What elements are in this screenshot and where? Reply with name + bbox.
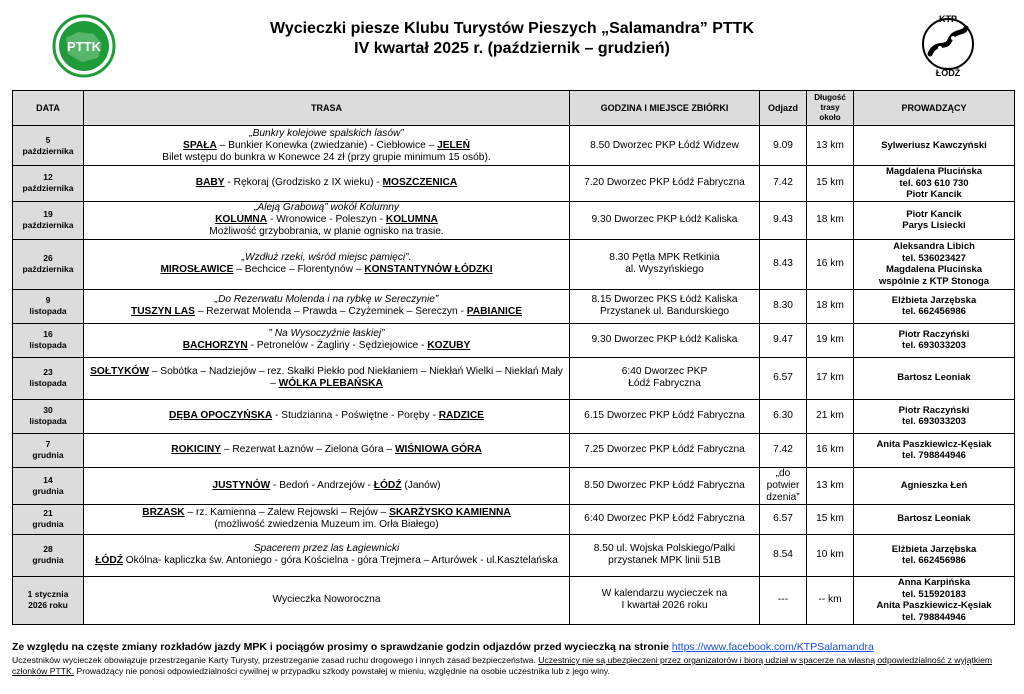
trip-route [84,504,570,534]
table-row [13,576,1015,624]
trip-date [13,289,84,323]
col-length: Długość trasy około [807,91,854,126]
trip-leaders [854,399,1015,433]
ktp-logo-bottom-text: ŁÓDŹ [935,68,961,78]
trip-meeting [570,399,760,433]
lead1: Anna Karpińska [897,577,971,588]
trip-date [13,467,84,504]
trip-departure: „do potwier dzenia” [760,467,807,504]
meet1: 6:40 Dworzec PKP Łódź Fabryczna [584,513,745,524]
trip-leaders [854,201,1015,239]
trip-date [13,399,84,433]
lead1: Anita Paszkiewicz-Kęsiak [876,438,992,450]
meet1: 6.15 Dworzec PKP Łódź Fabryczna [584,410,745,421]
trip-route [84,467,570,504]
trip-route [84,201,570,239]
lead1: Aleksandra Libich [893,241,975,252]
table-row [13,126,1015,166]
trip-leaders [854,357,1015,399]
trip-departure: 9.43 [760,201,807,239]
route-middle: Wycieczka Noworoczna [272,594,381,605]
meet1: 8.50 Dworzec PKP Łódź Widzew [590,139,739,151]
lead2: tel. 693033203 [902,340,966,351]
trip-departure: 6.57 [760,504,807,534]
route-end: SKARŻYSKO KAMIENNA [389,507,511,518]
route-start: BRZASK [142,507,185,518]
date-day: 28 [43,544,53,554]
lead2: tel. 536023427 [902,252,966,264]
meet2: I kwartał 2026 roku [621,600,708,611]
trip-length: 10 km [807,534,854,576]
meet1: 7.20 Dworzec PKP Łódź Fabryczna [584,177,745,189]
lead1: Piotr Raczyński [898,328,970,340]
trip-date [13,201,84,239]
lead4: wspólnie z KTP Stonoga [878,275,990,287]
date-month: listopada [29,416,67,426]
lead3: Magdalena Plucińska [885,264,983,275]
route-end: WIŚNIOWA GÓRA [394,444,482,455]
meet1: W kalendarzu wycieczek na [601,588,728,599]
trip-departure: 7.42 [760,433,807,467]
trip-leaders [854,126,1015,166]
col-date: DATA [13,91,84,126]
route-middle: – rz. Kamienna – Zalew Rejowski – Rejów – [184,507,390,518]
trip-leaders [854,323,1015,357]
route-end: KOLUMNA [385,214,438,225]
route-line [86,340,567,352]
trip-meeting [570,504,760,534]
route-start: BABY [195,177,225,189]
route-middle: - Bedoń - Andrzejów - [270,479,374,491]
trip-route [84,534,570,576]
lead1: Agnieszka Łeń [900,479,968,491]
route-line [86,366,567,390]
route-end: KOZUBY [427,340,471,351]
table-row [13,467,1015,504]
lead1: Elżbieta Jarzębska [891,294,977,306]
trip-departure: 7.42 [760,166,807,202]
trip-leaders [854,289,1015,323]
trip-leaders [854,534,1015,576]
lead2: tel. 798844946 [902,450,966,461]
lead3: Piotr Kancik [906,189,962,200]
lead2: tel. 603 610 730 [899,177,969,189]
date-day: 7 [45,439,51,449]
trip-date [13,166,84,202]
trip-departure: 6.57 [760,357,807,399]
trip-date [13,323,84,357]
route-tail: (Janów) [401,479,441,491]
table-row [13,323,1015,357]
col-meeting: GODZINA I MIEJSCE ZBIÓRKI [570,91,760,126]
trip-meeting [570,323,760,357]
trip-meeting [570,289,760,323]
route-note: (możliwość zwiedzenia Muzeum im. Orła Białego) [214,519,439,530]
page-title: Wycieczki piesze Klubu Turystów Pieszych „Salamandra” PTTK [270,20,754,37]
date-month: października [22,145,74,156]
route-line [86,140,567,152]
lead4: tel. 798844946 [902,611,966,623]
route-start: JUSTYNÓW [212,479,271,491]
route-subtitle: „Do Rezerwatu Molenda i na rybkę w Sereczynie” [214,294,439,305]
trip-route [84,239,570,289]
meet2: Przystanek ul. Bandurskiego [599,306,730,317]
table-row [13,166,1015,202]
route-start: ROKICINY [171,444,222,455]
route-middle: – Sobótka – Nadziejów – rez. Skałki Piekło pod Niekłaniem – Niekłań Wielki – Niekłań Mały – [148,366,563,389]
trip-length: 17 km [807,357,854,399]
lead1: Sylweriusz Kawczyński [881,139,987,151]
lead1: Bartosz Leoniak [897,372,971,384]
date-day: 14 [43,474,53,485]
route-middle: – Rezerwat Molenda – Prawda – Czyżeminek – Sereczyn - [194,306,467,317]
trip-date [13,239,84,289]
trip-leaders [854,467,1015,504]
facebook-link[interactable]: https://www.facebook.com/KTPSalamandra [671,641,874,653]
trips-table [12,90,1015,625]
route-middle: - Studzianna - Poświętne - Poręby - [272,410,439,421]
trip-departure: 8.43 [760,239,807,289]
trip-date [13,433,84,467]
trip-meeting [570,126,760,166]
trip-departure: 8.30 [760,289,807,323]
route-middle: – Bunkier Konewka (zwiedzanie) - Ciebłowice – [216,139,438,151]
trip-meeting [570,433,760,467]
table-row [13,534,1015,576]
trip-meeting [570,467,760,504]
trip-date [13,504,84,534]
trip-length: 16 km [807,239,854,289]
date-month: listopada [29,306,67,316]
trip-meeting [570,576,760,624]
date-day: 19 [43,209,53,219]
date-day: 26 [43,253,53,263]
trip-date [13,534,84,576]
table-row [13,433,1015,467]
date-month: grudnia [32,485,64,496]
date-month: grudnia [32,555,64,565]
trip-meeting [570,534,760,576]
route-end: RADZICE [438,410,484,421]
route-end: PABIANICE [466,306,523,317]
route-end: MOSZCZENICA [382,177,458,189]
meet2: przystanek MPK linii 51B [608,555,721,566]
page-subtitle: IV kwartał 2025 r. (październik – grudzień) [354,40,670,57]
col-route: TRASA [84,91,570,126]
trip-departure: 9.09 [760,126,807,166]
route-subtitle: „Wzdłuż rzeki, wśród miejsc pamięci”. [241,252,412,263]
lead1: Bartosz Leoniak [897,513,971,525]
route-start: ŁÓDŹ [95,555,123,566]
meet1: 7.25 Dworzec PKP Łódź Fabryczna [584,444,745,455]
col-departure: Odjazd [760,91,807,126]
pttk-logo-text: PTTK [67,39,101,54]
schedule-notice [12,641,874,653]
route-line [86,480,567,492]
route-end: ŁÓDŹ [373,479,402,491]
trip-route [84,399,570,433]
lead2: tel. 662456986 [902,306,966,317]
meet1: 8.15 Dworzec PKS Łódź Kaliska [591,294,738,305]
route-note: Możliwość grzybobrania, w planie ognisko na trasie. [209,226,444,237]
lead2: Parys Lisiecki [902,220,966,231]
trip-route [84,357,570,399]
route-start: SPAŁA [183,139,217,151]
trip-length: 15 km [807,504,854,534]
trip-length: 16 km [807,433,854,467]
date-month: października [22,220,74,230]
rules-text-c: Prowadzący nie ponosi odpowiedzialności cywilnej w przypadku szkody powstałej w mieniu, względnie na osobie uczestnika lub z jego winy. [74,666,610,676]
trip-departure: 8.54 [760,534,807,576]
trip-length: -- km [807,576,854,624]
lead3: Anita Paszkiewicz-Kęsiak [876,600,992,611]
route-subtitle: Spacerem przez las Łagiewnicki [253,543,400,554]
date-day: 9 [45,295,51,305]
trip-meeting [570,201,760,239]
trip-length: 15 km [807,166,854,202]
rules-note [12,655,1017,677]
rules-text-a: Uczestników wycieczek obowiązuje przestrzeganie Karty Turysty, przestrzeganie zasad ruchu drogowego i innych zasad bezpieczeństwa. [12,655,539,665]
meet1: 8.50 ul. Wojska Polskiego/Palki [593,543,736,554]
route-start: SOŁTYKÓW [90,366,149,377]
trip-meeting [570,357,760,399]
trip-route [84,289,570,323]
route-middle: – Bechcice – Florentynów – [233,264,365,275]
trip-meeting [570,166,760,202]
rules-text-b: Uczestnicy nie są ubezpieczeni przez organizatorów i biorą udział w spacerze na własną odpowiedzialność z wyjątkiem członków PTTK. [12,655,993,676]
route-middle: - Wronowice - Poleszyn - [267,214,386,225]
date-day: 5 [45,134,51,145]
trip-date [13,576,84,624]
meet1: 9.30 Dworzec PKP Łódź Kaliska [591,334,738,345]
route-end: JELEŃ [437,139,470,151]
ktp-logo-top-text: KTP [939,14,957,24]
trip-leaders [854,239,1015,289]
route-middle: – Rezerwat Łaznów – Zielona Góra – [221,444,395,455]
route-end: WÓLKA PLEBAŃSKA [278,378,383,389]
route-start: TUSZYN LAS [130,306,195,317]
date-month: 2026 roku [28,600,68,610]
date-month: października [22,183,74,194]
route-end: KONSTANTYNÓW ŁÓDZKI [364,264,493,275]
date-day: 16 [43,329,53,339]
route-line [86,594,567,606]
lead2: tel. 515920183 [902,588,966,600]
route-line [86,410,567,422]
trip-leaders [854,576,1015,624]
table-row [13,504,1015,534]
trip-route [84,433,570,467]
route-line [86,177,567,189]
trip-length: 13 km [807,467,854,504]
meet2: al. Wyszyńskiego [625,264,704,275]
lead1: Piotr Raczyński [898,404,970,416]
meet1: 9.30 Dworzec PKP Łódź Kaliska [591,214,738,225]
trip-length: 18 km [807,289,854,323]
date-month: grudnia [32,519,64,529]
date-day: 1 stycznia [27,589,69,599]
route-note: Bilet wstępu do bunkra w Konewce 24 zł (przy grupie minimum 15 osób). [162,151,491,163]
date-day: 12 [43,172,53,183]
lead2: tel. 693033203 [902,416,966,427]
trip-length: 21 km [807,399,854,433]
route-subtitle: „Aleją Grabową” wokół Kolumny [254,202,399,213]
trip-date [13,357,84,399]
route-start: KOLUMNA [215,214,268,225]
trip-length: 19 km [807,323,854,357]
route-start: DĘBA OPOCZYŃSKA [169,410,273,421]
route-subtitle: ” Na Wysoczyźnie łaskiej” [268,328,385,339]
trip-route [84,323,570,357]
route-start: BACHORZYN [182,340,248,351]
table-row [13,239,1015,289]
date-day: 21 [43,508,53,518]
date-month: listopada [29,378,67,388]
lead1: Piotr Kancik [906,208,962,220]
route-start: MIROSŁAWICE [160,264,234,275]
trip-route [84,126,570,166]
route-line [86,264,567,276]
date-month: października [22,264,74,274]
route-middle: Okólna- kapliczka św. Antoniego - góra Kościelna - góra Trejmera – Arturówek - ul.Kasztelańska [122,555,558,566]
route-middle: - Petronelów - Żagliny - Sędziejowice - [247,340,428,351]
trip-leaders [854,504,1015,534]
lead2: tel. 662456986 [902,555,966,566]
meet1: 8.30 Pętla MPK Retkinia [609,252,720,263]
route-line [86,214,567,226]
date-day: 30 [43,405,53,415]
trip-route [84,576,570,624]
lead1: Elżbieta Jarzębska [891,543,977,555]
route-line [86,444,567,456]
trip-route [84,166,570,202]
col-leaders: PROWADZĄCY [854,91,1015,126]
table-row [13,289,1015,323]
route-subtitle: „Bunkry kolejowe spalskich lasów” [249,127,404,139]
date-day: 23 [43,367,53,377]
table-body [13,126,1015,625]
route-middle: - Rękoraj (Grodzisko z IX wieku) - [224,177,383,189]
meet1: 8.50 Dworzec PKP Łódź Fabryczna [584,479,745,491]
schedule-notice-text: Ze względu na częste zmiany rozkładów jazdy MPK i pociągów prosimy o sprawdzanie godzin odjazdów przed wycieczką na stronie [12,641,672,653]
table-row [13,201,1015,239]
table-row [13,399,1015,433]
route-line [86,507,567,519]
table-row [13,357,1015,399]
lead1: Magdalena Plucińska [885,166,983,177]
date-month: grudnia [32,450,64,460]
trip-leaders [854,433,1015,467]
meet1: 6:40 Dworzec PKP [621,366,708,377]
meet2: Łódź Fabryczna [628,378,701,389]
trip-length: 13 km [807,126,854,166]
trip-departure: 6.30 [760,399,807,433]
date-month: listopada [29,340,67,350]
trip-leaders [854,166,1015,202]
route-line [86,555,567,567]
trip-date [13,126,84,166]
trip-departure: --- [760,576,807,624]
trip-departure: 9.47 [760,323,807,357]
route-line [86,306,567,318]
trip-length: 18 km [807,201,854,239]
table-header-row [13,91,1015,126]
trip-meeting [570,239,760,289]
